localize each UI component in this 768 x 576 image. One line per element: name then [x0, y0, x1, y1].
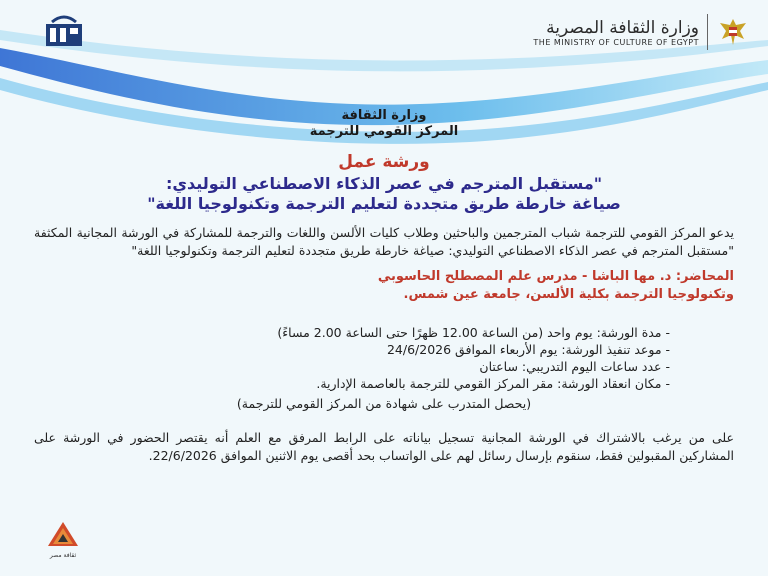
culture-egypt-logo: [46, 520, 80, 560]
lecturer-info: [28, 268, 740, 304]
lecturer-line1: المحاضر: د. مها الباشا - مدرس علم المصطلح الحاسوبي: [377, 269, 734, 284]
detail-date: - موعد تنفيذ الورشة: يوم الأربعاء الموافق 24/6/2026: [28, 341, 670, 358]
registration-note: على من يرغب بالاشتراك في الورشة المجانية تسجيل بياناته على الرابط المرفق مع العلم أنه يقتصر الحضور في الورشة على المشاركين المقبولين فقط، سنقوم بإرسال رسائل لهم على الواتساب بحد أقصى يوم الاثنين الموافق 22/6/2026.: [34, 430, 734, 463]
ministry-name: [533, 18, 699, 47]
translation-center-logo: [44, 12, 84, 48]
ministry-header: [533, 10, 750, 54]
lecturer-line2: وتكنولوجيا الترجمة بكلية الألسن، جامعة عين شمس.: [403, 287, 734, 302]
eagle-emblem-icon: [716, 15, 750, 49]
workshop-title-line2: صياغة خارطة طريق متجددة لتعليم الترجمة وتكنولوجيا اللغة": [147, 194, 621, 213]
poster-content: [28, 108, 740, 465]
certificate-note: (يحصل المتدرب على شهادة من المركز القومي للترجمة): [236, 396, 532, 411]
culture-egypt-logo-text: ثقافة مصر: [49, 552, 77, 559]
workshop-title-line1: "مستقبل المترجم في عصر الذكاء الاصطناعي التوليدي:: [165, 174, 603, 193]
organizer-center: المركز القومي للترجمة: [309, 124, 459, 139]
header-divider: [707, 14, 708, 50]
intro-paragraph: يدعو المركز القومي للترجمة شباب المترجمين والباحثين وطلاب كليات الألسن واللغات والترجمة للمشاركة في الورشة المجانية المكثفة "مستقبل المترجم في عصر الذكاء الاصطناعي التوليدي: صياغة خارطة طريق متجددة لتعليم الترجمة وتكنولوجيا اللغة": [34, 225, 734, 258]
organizer-ministry: وزارة الثقافة: [341, 108, 427, 123]
detail-venue: - مكان انعقاد الورشة: مقر المركز القومي للترجمة بالعاصمة الإدارية.: [28, 375, 670, 392]
ministry-name-english: THE MINISTRY OF CULTURE OF EGYPT: [533, 37, 699, 47]
detail-hours: - عدد ساعات اليوم التدريبي: ساعتان: [28, 358, 670, 375]
workshop-details: [28, 324, 740, 392]
organizer: [28, 108, 740, 140]
workshop-title: [28, 174, 740, 214]
ministry-name-arabic: وزارة الثقافة المصرية: [546, 17, 699, 38]
detail-duration: - مدة الورشة: يوم واحد (من الساعة 12.00 ظهرًا حتى الساعة 2.00 مساءً): [28, 324, 670, 341]
workshop-label: ورشة عمل: [338, 152, 430, 172]
pyramid-logo-icon: [46, 520, 80, 548]
